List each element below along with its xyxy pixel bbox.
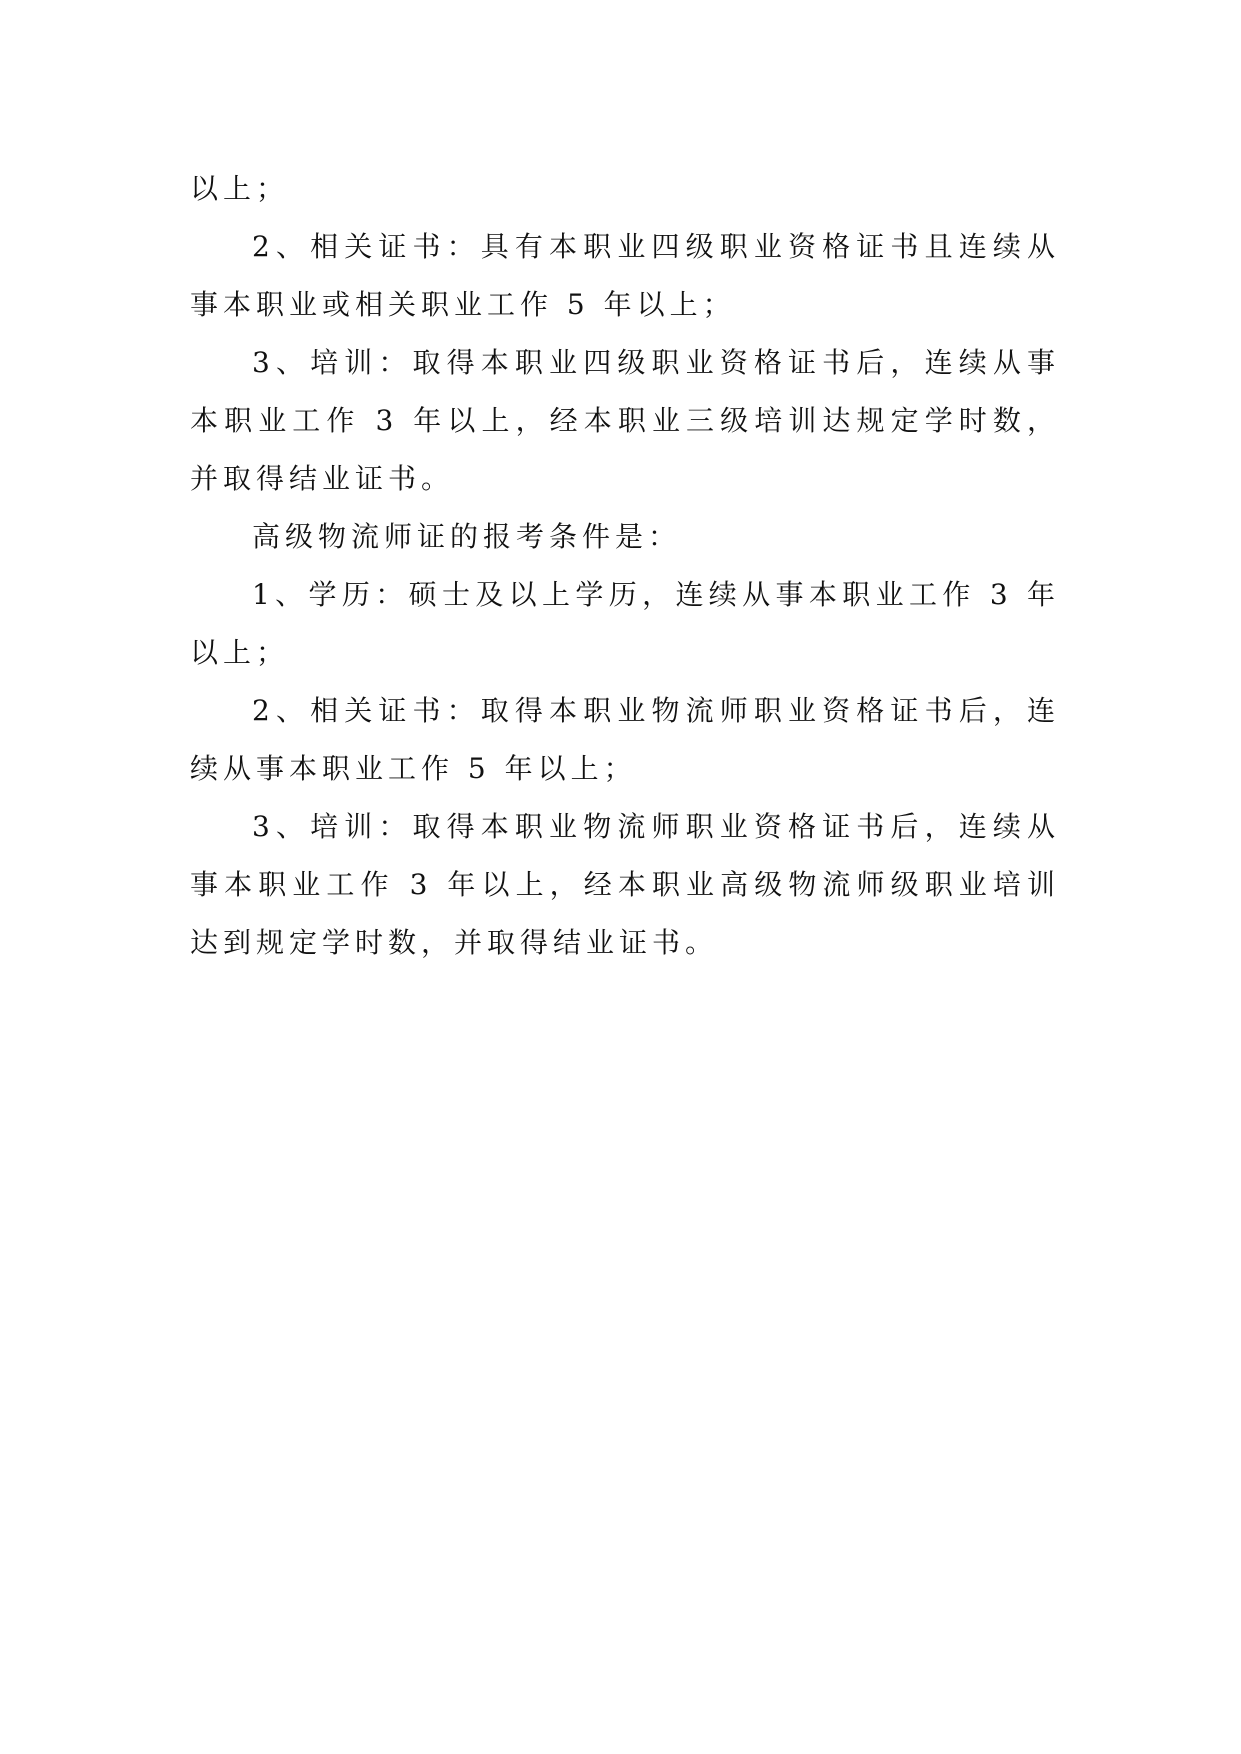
paragraph-item-training-senior: 3、培训：取得本职业物流师职业资格证书后，连续从事本职业工作 3 年以上，经本职业高级物流师级职业培训达到规定学时数，并取得结业证书。 (190, 810, 1060, 959)
paragraph-continuation: 以上； (190, 172, 290, 205)
paragraph-item-certificate: 2、相关证书：具有本职业四级职业资格证书且连续从事本职业或相关职业工作 5 年以上； (190, 230, 1060, 321)
document-body (190, 160, 1060, 972)
paragraph-item-training: 3、培训：取得本职业四级职业资格证书后，连续从事本职业工作 3 年以上，经本职业三级培训达规定学时数，并取得结业证书。 (190, 346, 1060, 495)
section-heading-senior-logistician: 高级物流师证的报考条件是： (252, 520, 682, 553)
paragraph-item-certificate-senior: 2、相关证书：取得本职业物流师职业资格证书后，连续从事本职业工作 5 年以上； (190, 694, 1060, 785)
paragraph-item-education: 1、学历：硕士及以上学历，连续从事本职业工作 3 年以上； (190, 578, 1060, 669)
